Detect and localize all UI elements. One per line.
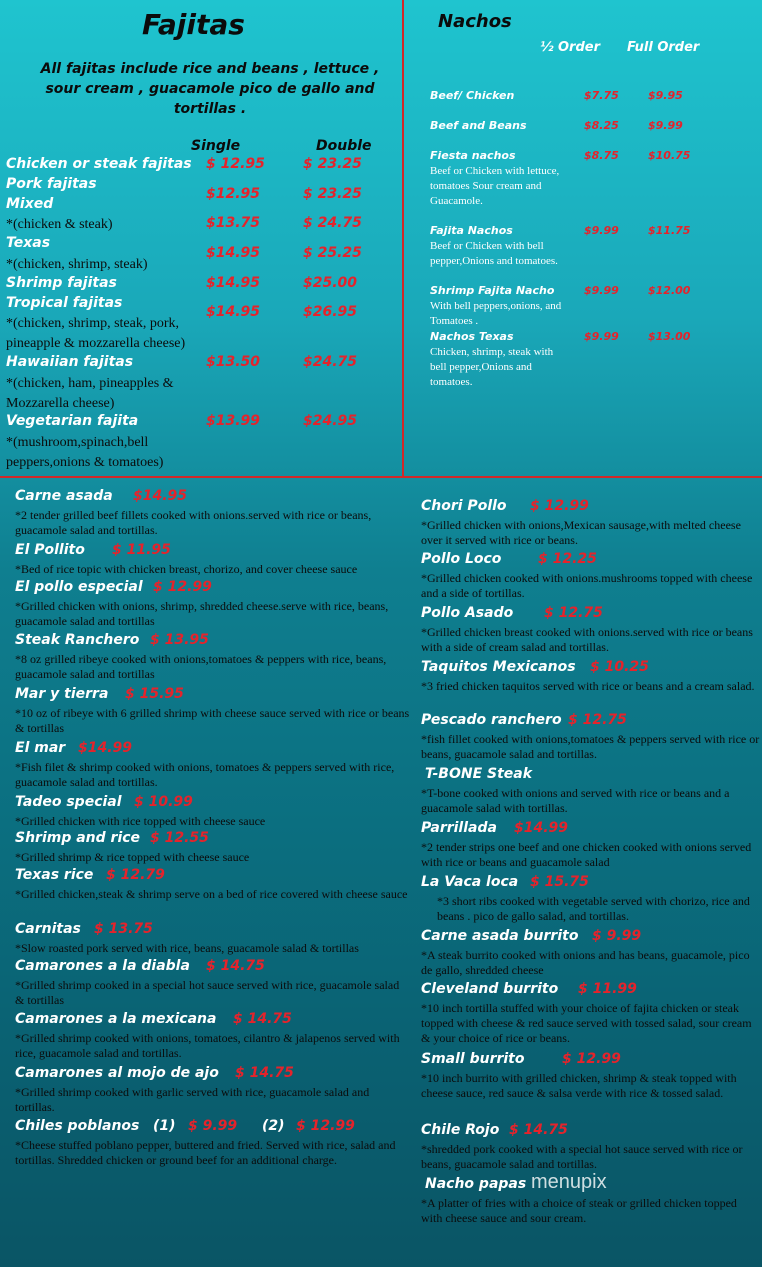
menu-item-name: Camarones a la diabla [15,958,190,974]
menu-item-desc: *8 oz grilled ribeye cooked with onions,tomatoes & peppers with rice, beans, guacamole salad and tortillas [15,652,387,681]
menu-item-desc: *Grilled chicken with rice topped with cheese sauce [15,814,266,828]
menu-item-price: $ 12.75 [568,712,627,728]
menu-item-name: T-BONE Steak [425,766,533,782]
menu-item-desc: *Grilled chicken with onions,Mexican sausage,with melted cheese over it served with rice or beans. [421,518,741,547]
menu-item-price: $ 12.99 [562,1051,621,1067]
menu-item-desc: *A steak burrito cooked with onions and has beans, guacamole, pico de gallo, shredded cheese [421,948,750,977]
fajita-price-single: $13.50 [206,354,261,370]
fajita-name: Pork fajitas [6,176,97,192]
menu-item-price: $ 13.75 [94,921,153,937]
menu-item-desc: *shredded pork cooked with a special hot sauce served with rice or beans, guacamole salad and tortillas. [421,1142,743,1171]
fajita-name: Texas [6,235,51,251]
menu-item-desc: *Grilled shrimp cooked with onions, tomatoes, cilantro & jalapenos served with rice, guacamole salad and tortillas. [15,1031,400,1060]
fajita-price-single: $14.95 [206,245,261,261]
menu-item-name: Cleveland burrito [421,981,559,997]
nacho-desc: With bell peppers,onions, and Tomatoes . [430,300,562,327]
nacho-desc: Beef or Chicken with bell pepper,Onions and tomatoes. [430,240,558,267]
nacho-price-half: $9.99 [584,284,619,297]
menu-item-desc: *Grilled shrimp cooked with garlic served with rice, guacamole salad and tortillas. [15,1085,370,1114]
menu-item-name: Carnitas [15,921,81,937]
menu-item-desc: *3 fried chicken taquitos served with rice or beans and a cream salad. [421,679,755,693]
menu-item-desc: *2 tender grilled beef fillets cooked with onions.served with rice or beans, guacamole salad and tortillas. [15,508,372,537]
nacho-price-half: $9.99 [584,330,619,343]
nacho-name: Fajita Nachos [430,224,513,237]
menu-item-price: $ 14.75 [206,958,265,974]
menu-item-name: Small burrito [421,1051,525,1067]
nacho-name: Fiesta nachos [430,149,516,162]
nacho-price-half: $9.99 [584,224,619,237]
fajita-price-single: $12.95 [206,186,261,202]
fajita-price-double: $24.75 [303,354,358,370]
menu-item-desc: *T-bone cooked with onions and served with rice or beans and a guacamole salad with tortillas. [421,786,730,815]
fajita-desc: *(chicken & steak) [6,217,113,232]
menu-item-price: $ 12.99 [530,498,589,514]
menu-item-price: (1) [153,1118,176,1134]
fajita-desc: *(mushroom,spinach,bell peppers,onions & tomatoes) [6,435,164,470]
menu-item-desc: *A platter of fries with a choice of steak or grilled chicken topped with cheese sauce and sour cream. [421,1196,737,1225]
menu-item-desc: *Grilled shrimp cooked in a special hot sauce served with rice, guacamole salad & tortillas [15,978,400,1007]
nacho-price-full: $11.75 [648,224,691,237]
menu-item-desc: *Cheese stuffed poblano pepper, buttered and fried. Served with rice, salad and tortillas. Shredded chicken or ground beef for an additional charge. [15,1138,396,1167]
fajita-name: Shrimp fajitas [6,275,117,291]
nachos-title: Nachos [438,11,512,32]
fajita-name: Mixed [6,196,54,212]
nacho-price-half: $8.25 [584,119,619,132]
menu-item-price: $ 12.79 [106,867,165,883]
fajitas-title: Fajitas [142,8,245,41]
menu-item-price: $14.99 [514,820,569,836]
menu-item-name: Pollo Loco [421,551,502,567]
nacho-price-full: $13.00 [648,330,691,343]
fajitas-col-double: Double [316,138,372,154]
nacho-price-full: $12.00 [648,284,691,297]
fajita-desc: *(chicken, ham, pineapples & Mozzarella cheese) [6,376,174,411]
nacho-price-full: $10.75 [648,149,691,162]
menu-item-name: Camarones a la mexicana [15,1011,217,1027]
fajita-price-double: $ 25.25 [303,245,362,261]
divider-vertical-top [402,0,404,476]
fajita-price-double: $26.95 [303,304,358,320]
nacho-desc: Beef or Chicken with lettuce, tomatoes Sour cream and Guacamole. [430,165,560,207]
nacho-price-full: $9.95 [648,89,683,102]
fajita-name: Vegetarian fajita [6,413,139,429]
fajita-price-double: $ 23.25 [303,156,362,172]
menu-item-desc: *10 inch tortilla stuffed with your choice of fajita chicken or steak topped with cheese & red sauce served with tossed salad, sour cream & your choice of rice or beans. [421,1001,752,1045]
menu-item-price: $ 12.99 [296,1118,355,1134]
menu-item-name: Taquitos Mexicanos [421,659,576,675]
menu-item-name: Pescado ranchero [421,712,562,728]
nacho-name: Shrimp Fajita Nacho [430,284,555,297]
menu-item-price: $14.99 [78,740,133,756]
menu-item-price: $ 11.95 [112,542,171,558]
fajita-price-single: $14.95 [206,275,261,291]
fajita-price-single: $ 12.95 [206,156,265,172]
menu-item-price: $ 12.55 [150,830,209,846]
menu-item-price: $ 9.99 [592,928,642,944]
menu-item-name: Shrimp and rice [15,830,141,846]
menu-item-name: El pollo especial [15,579,143,595]
nachos-col-full: Full Order [627,40,700,55]
nacho-price-full: $9.99 [648,119,683,132]
fajitas-intro: All fajitas include rice and beans , lettuce , sour cream , guacamole pico de gallo and tortillas . [40,61,380,117]
menu-item-desc: *Grilled shrimp & rice topped with cheese sauce [15,850,250,864]
menu-item-price: $ 12.99 [153,579,212,595]
nachos-col-half: ½ Order [540,40,600,55]
menu-item-price: $ 14.75 [509,1122,568,1138]
menu-item-price: $14.95 [133,488,188,504]
fajita-price-double: $24.95 [303,413,358,429]
fajita-name: Chicken or steak fajitas [6,156,192,172]
menu-item-desc: *Grilled chicken,steak & shrimp serve on a bed of rice covered with cheese sauce [15,887,408,901]
menu-item-name: El mar [15,740,66,756]
menu-item-name: Carne asada [15,488,113,504]
fajita-price-single: $13.75 [206,215,261,231]
menu-item-price: $ 11.99 [578,981,637,997]
menu-item-price: $ 15.75 [530,874,589,890]
nacho-price-half: $8.75 [584,149,619,162]
menu-item-price: $ 10.25 [590,659,649,675]
nacho-name: Beef/ Chicken [430,89,515,102]
menu-item-name: La Vaca loca [421,874,519,890]
menu-item-price: $ 15.95 [125,686,184,702]
menu-item-price-label: (2) [262,1118,285,1134]
fajitas-col-single: Single [191,138,241,154]
menu-item-name: Camarones al mojo de ajo [15,1065,219,1081]
fajita-name: Hawaiian fajitas [6,354,134,370]
menu-item-name: Mar y tierra [15,686,109,702]
menu-item-price: $ 12.25 [538,551,597,567]
menu-item-name: Nacho papas [425,1176,527,1192]
nacho-desc: Chicken, shrimp, steak with bell pepper,Onions and tomatoes. [430,346,554,388]
fajita-price-double: $ 24.75 [303,215,362,231]
nacho-price-half: $7.75 [584,89,619,102]
fajita-desc: *(chicken, shrimp, steak) [6,257,148,272]
menu-item-desc: *Slow roasted pork served with rice, beans, guacamole salad & tortillas [15,941,359,955]
menu-item-desc: *Fish filet & shrimp cooked with onions, tomatoes & peppers served with rice, guacamole salad and tortillas. [15,760,395,789]
menu-item-price: $ 12.75 [544,605,603,621]
divider-horizontal [0,476,762,478]
fajita-price-double: $ 23.25 [303,186,362,202]
fajita-desc: *(chicken, shrimp, steak, pork, pineapple & mozzarella cheese) [6,316,186,351]
menu-item-desc: *Grilled chicken cooked with onions.mushrooms topped with cheese and a side of tortillas. [421,571,753,600]
menu-item-desc: *3 short ribs cooked with vegetable served with chorizo, rice and beans . pico de gallo salad, and tortillas. [437,894,750,923]
menu-item-desc: *10 oz of ribeye with 6 grilled shrimp with cheese sauce served with rice or beans & tortillas [15,706,410,735]
fajita-price-single: $13.99 [206,413,261,429]
menu-item-desc: *2 tender strips one beef and one chicken cooked with onions served with rice or beans and guacamole salad [421,840,752,869]
menu-item-name: Pollo Asado [421,605,514,621]
menu-item-name: Texas rice [15,867,94,883]
menu-item-desc: *Grilled chicken breast cooked with onions.served with rice or beans with a side of cream salad and tortillas. [421,625,753,654]
menu-item-desc: *fish fillet cooked with onions,tomatoes & peppers served with rice or beans, guacamole salad and tortillas. [421,732,760,761]
menu-item-desc: *Bed of rice topic with chicken breast, chorizo, and cover cheese sauce [15,562,358,576]
watermark-logo: menupix [531,1171,607,1193]
menu-item-desc: *Grilled chicken with onions, shrimp, shredded cheese.serve with rice, beans, guacamole salad and tortillas [15,599,389,628]
menu-item-name: Chiles poblanos [15,1118,140,1134]
menu-item-price: $ 14.75 [233,1011,292,1027]
fajita-price-double: $25.00 [303,275,358,291]
menu-item-name: Chori Pollo [421,498,507,514]
menu-item-price: $ 10.99 [134,794,193,810]
menu-item-name: Tadeo special [15,794,122,810]
menu-item-name: El Pollito [15,542,85,558]
menu-item-price: $ 9.99 [188,1118,238,1134]
menu-item-name: Chile Rojo [421,1122,500,1138]
menu-item-desc: *10 inch burrito with grilled chicken, shrimp & steak topped with cheese sauce, red sauce & salsa verde with rice & tossed salad. [421,1071,737,1100]
nacho-name: Nachos Texas [430,330,514,343]
nacho-name: Beef and Beans [430,119,527,132]
menu-item-name: Steak Ranchero [15,632,140,648]
menu-item-name: Parrillada [421,820,497,836]
fajita-name: Tropical fajitas [6,295,123,311]
menu-item-price: $ 14.75 [235,1065,294,1081]
menu-item-price: $ 13.95 [150,632,209,648]
fajita-price-single: $14.95 [206,304,261,320]
menu-item-name: Carne asada burrito [421,928,579,944]
